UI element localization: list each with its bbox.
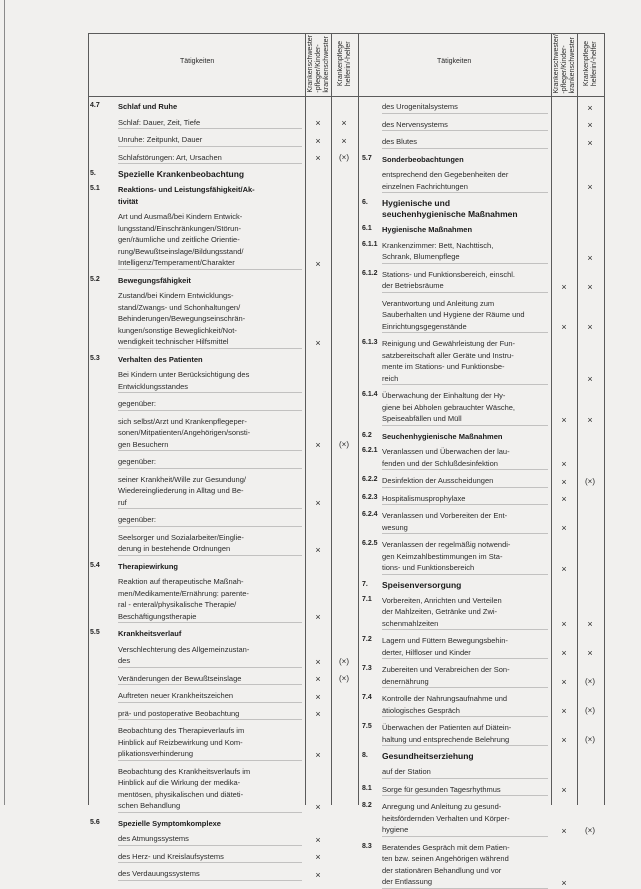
right-border xyxy=(604,33,605,805)
check-mark: × xyxy=(561,619,567,629)
page-left-edge xyxy=(4,0,5,805)
activity-text: Beobachtung des Therapieverlaufs im Hinblick auf Reizbewirkung und Kom- plikationsverhinderung xyxy=(118,726,245,758)
check-mark: × xyxy=(341,135,347,146)
section-heading: Seuchenhygienische Maßnahmen xyxy=(382,431,503,441)
check-mark: × xyxy=(561,322,567,332)
check-mark: × xyxy=(315,544,321,555)
activity-text: Verschlechterung des Allgemeinzustan- des xyxy=(118,644,250,665)
check-mark: × xyxy=(315,656,321,667)
section-number: 7.1 xyxy=(362,595,372,603)
check-mark: × xyxy=(587,182,593,192)
activity-text: Zubereiten und Verabreichen der Son- denernährung xyxy=(382,665,510,686)
row-underline xyxy=(118,622,302,623)
row-underline xyxy=(118,862,302,863)
section-heading: Hygienische und seuchenhygienische Maßnahmen xyxy=(382,198,518,219)
check-mark: × xyxy=(587,374,593,384)
check-mark: × xyxy=(561,494,567,504)
header-bottom-line xyxy=(88,96,605,97)
check-mark: × xyxy=(587,281,593,292)
activity-text: des Urogenitalsystems xyxy=(382,102,458,111)
row-underline xyxy=(382,130,548,131)
check-mark: × xyxy=(561,563,567,574)
activity-text: Überwachen der Patienten auf Diätein- haltung und entsprechende Belehrung xyxy=(382,723,512,744)
activity-text: gegenüber: xyxy=(118,515,156,524)
section-heading: Spezielle Krankenbeobachtung xyxy=(118,169,245,179)
check-mark: × xyxy=(315,709,321,719)
section-heading: Spezielle Symptomkomplexe xyxy=(118,818,221,828)
optional-mark: (×) xyxy=(339,440,349,449)
row-underline xyxy=(382,795,548,796)
check-mark: × xyxy=(561,825,567,836)
section-number: 6.1.3 xyxy=(362,339,378,346)
left-col1-border xyxy=(305,33,306,805)
optional-mark: (×) xyxy=(585,476,595,486)
row-underline xyxy=(382,629,548,630)
activity-text: Veränderungen der Bewußtseinslage xyxy=(118,673,242,683)
activity-text: Beobachtung des Krankheitsverlaufs im Hinblick auf die Wirkung der medika- mentösen, physikalischen und diäteti- schen Behandlung xyxy=(118,766,251,810)
activity-text: Bei Kindern unter Berücksichtigung des Entwicklungsstandes xyxy=(118,370,250,391)
activity-text: gegenüber: xyxy=(118,457,156,466)
activity-text: Stations- und Funktionsbereich, einschl. der Betriebsräume xyxy=(382,269,515,290)
row-underline xyxy=(382,384,548,385)
section-heading: Hygienische Maßnahmen xyxy=(382,225,473,234)
section-heading: Bewegungsfähigkeit xyxy=(118,275,191,285)
row-underline xyxy=(118,526,302,527)
section-number: 6.1.1 xyxy=(362,240,378,248)
activity-text: Reaktion auf therapeutische Maßnah- men/Medikamente/Ernährung: parente- ral - enteral/physikalische Therapie/ Beschäftigungstherapie xyxy=(118,577,249,621)
check-mark: × xyxy=(561,281,567,292)
check-mark: × xyxy=(561,677,567,687)
optional-mark: (×) xyxy=(339,674,349,683)
section-heading: Schlaf und Ruhe xyxy=(118,102,178,111)
activity-text: Veranlassen und Vorbereiten der Ent- wesung xyxy=(382,511,508,532)
section-heading: Krankheitsverlauf xyxy=(118,629,182,638)
row-underline xyxy=(382,836,548,837)
check-mark: × xyxy=(561,476,567,487)
row-underline xyxy=(382,745,548,746)
row-underline xyxy=(118,410,302,411)
row-underline xyxy=(382,658,548,659)
row-underline xyxy=(118,880,302,881)
check-mark: × xyxy=(561,706,567,716)
section-heading: Gesundheitserziehung xyxy=(382,751,474,761)
section-number: 5.5 xyxy=(90,629,100,636)
check-mark: × xyxy=(587,414,593,425)
activity-text: Lagern und Füttern Bewegungsbehin- derter, Hilfloser und Kinder xyxy=(382,636,508,657)
row-underline xyxy=(118,760,302,761)
row-underline xyxy=(382,148,548,149)
section-number: 6. xyxy=(362,199,368,206)
check-mark: × xyxy=(315,801,321,812)
activity-text: Unruhe: Zeitpunkt, Dauer xyxy=(118,135,203,144)
activity-text: auf der Station xyxy=(382,767,431,776)
right-col1-border xyxy=(551,33,552,805)
check-mark: × xyxy=(587,252,593,263)
row-underline xyxy=(118,348,302,349)
activity-text: Veranlassen und Überwachen der lau- fenden und der Schlußdesinfektion xyxy=(382,447,510,468)
activity-text: Art und Ausmaß/bei Kindern Entwick- lungsstand/Einschränkungen/Störun- gen/räumliche und zeitliche Orientie- rung/Bewußtseinslage/Bildungsstand/ Intelligenz/Temperament/Charakter xyxy=(118,212,244,267)
check-mark: × xyxy=(587,102,593,113)
section-heading: Sonderbeobachtungen xyxy=(382,154,464,164)
row-underline xyxy=(118,392,302,393)
activity-text: Veranlassen der regelmäßig notwendi- gen Keimzahlbestimmungen im Sta- tions- und Funktionsbereich xyxy=(382,540,511,572)
section-number: 6.2 xyxy=(362,431,372,439)
activity-text: Kontrolle der Nahrungsaufnahme und ätiologisches Gespräch xyxy=(382,694,508,715)
row-underline xyxy=(118,450,302,451)
right-col2-header: Krankenpflege helferin/-helfer xyxy=(583,41,598,87)
activity-text: des Blutes xyxy=(382,137,418,146)
activity-text: Schlaf: Dauer, Zeit, Tiefe xyxy=(118,117,201,127)
activity-text: Krankenzimmer: Bett, Nachttisch, Schrank, Blumenpflege xyxy=(382,240,494,261)
check-mark: × xyxy=(315,135,321,146)
section-number: 6.2.3 xyxy=(362,493,378,501)
check-mark: × xyxy=(587,648,593,658)
activity-text: Auftreten neuer Krankheitszeichen xyxy=(118,691,234,700)
section-number: 5.1 xyxy=(90,185,100,192)
check-mark: × xyxy=(587,322,593,332)
section-number: 5.2 xyxy=(90,275,100,283)
section-number: 8.2 xyxy=(362,802,372,809)
section-number: 7. xyxy=(362,580,368,588)
row-underline xyxy=(382,533,548,534)
activity-text: Vorbereiten, Anrichten und Verteilen der Mahlzeiten, Getränke und Zwi- schenmahlzeiten xyxy=(382,595,502,628)
check-mark: × xyxy=(315,153,321,163)
section-heading: Reaktions- und Leistungsfähigkeit/Ak- tivität xyxy=(118,185,255,206)
left-header-title: Tätigkeiten xyxy=(180,58,215,65)
section-number: 6.1 xyxy=(362,225,372,232)
check-mark: × xyxy=(315,337,321,348)
check-mark: × xyxy=(315,834,321,845)
optional-mark: (×) xyxy=(585,735,595,744)
row-underline xyxy=(118,702,302,703)
section-heading: Therapiewirkung xyxy=(118,561,179,571)
row-underline xyxy=(382,292,548,293)
right-col1-header: Krankenschwester/ -pfleger/Kinder- krankenschwester xyxy=(552,34,576,94)
left-col2-header: Krankenpflege helferin/-helfer xyxy=(337,41,352,87)
optional-mark: (×) xyxy=(585,706,595,715)
row-underline xyxy=(118,163,302,164)
activity-text: sich selbst/Arzt und Krankenpflegeper- sonen/Mitpatienten/Angehörigen/sonsti- gen Besuchern xyxy=(118,416,251,449)
left-border xyxy=(88,33,89,805)
check-mark: × xyxy=(315,612,321,622)
check-mark: × xyxy=(561,414,567,425)
section-number: 5.7 xyxy=(362,154,372,162)
activity-text: des Herz- und Kreislaufsystems xyxy=(118,851,224,861)
left-col1-header: Krankenschwester -pfleger/Kinder- krankenschwester xyxy=(306,35,330,93)
activity-text: Überwachung der Einhaltung der Hy- giene bei Abholen gebrauchter Wäsche, Speiseabfällen und Müll xyxy=(382,391,516,423)
section-number: 6.1.4 xyxy=(362,391,378,398)
right-col2-border xyxy=(577,33,578,805)
row-underline xyxy=(382,888,548,889)
section-number: 5.6 xyxy=(90,818,100,826)
section-number: 7.4 xyxy=(362,694,372,701)
section-number: 6.2.1 xyxy=(362,447,378,454)
section-number: 8.1 xyxy=(362,784,372,792)
row-underline xyxy=(382,778,548,779)
row-underline xyxy=(118,269,302,270)
check-mark: × xyxy=(561,459,567,469)
check-mark: × xyxy=(561,785,567,795)
check-mark: × xyxy=(315,674,321,684)
section-number: 7.3 xyxy=(362,665,372,672)
section-number: 6.2.5 xyxy=(362,540,378,547)
row-underline xyxy=(382,263,548,264)
check-mark: × xyxy=(315,440,321,450)
row-underline xyxy=(382,687,548,688)
check-mark: × xyxy=(561,648,567,658)
section-number: 7.5 xyxy=(362,723,372,730)
section-number: 5.4 xyxy=(90,561,100,569)
activity-text: seiner Krankheit/Wille zur Gesundung/ Wiedereingliederung in Alltag und Be- ruf xyxy=(118,474,246,507)
activity-text: des Verdauungssystems xyxy=(118,869,200,878)
row-underline xyxy=(118,667,302,668)
optional-mark: (×) xyxy=(339,656,349,666)
check-mark: × xyxy=(561,523,567,533)
row-underline xyxy=(382,332,548,333)
row-underline xyxy=(118,555,302,556)
section-heading: Speisenversorgung xyxy=(382,579,462,590)
activity-text: des Nervensystems xyxy=(382,119,448,129)
row-underline xyxy=(382,574,548,575)
middle-divider xyxy=(358,33,359,805)
row-underline xyxy=(382,425,548,426)
activity-text: Seelsorger und Sozialarbeiter/Einglie- derung in bestehende Ordnungen xyxy=(118,532,244,553)
row-underline xyxy=(382,192,548,193)
check-mark: × xyxy=(315,691,321,702)
activity-text: Hospitalismusprophylaxe xyxy=(382,493,466,503)
row-underline xyxy=(382,469,548,470)
row-underline xyxy=(118,146,302,147)
optional-mark: (×) xyxy=(339,153,349,162)
left-col2-border xyxy=(331,33,332,805)
check-mark: × xyxy=(315,258,321,269)
check-mark: × xyxy=(341,118,347,128)
activity-text: Desinfektion der Ausscheidungen xyxy=(382,476,494,485)
check-mark: × xyxy=(587,120,593,130)
activity-text: Verantwortung und Anleitung zum Sauberhalten und Hygiene der Räume und Einrichtungsgegenstände xyxy=(382,298,525,331)
right-header-title: Tätigkeiten xyxy=(437,58,472,65)
row-underline xyxy=(382,113,548,114)
section-number: 6.2.4 xyxy=(362,511,378,518)
section-heading: Verhalten des Patienten xyxy=(118,354,203,364)
section-number: 5. xyxy=(90,170,96,177)
section-number: 6.1.2 xyxy=(362,269,378,277)
activity-text: Reinigung und Gewährleistung der Fun- satzbereitschaft aller Geräte und Instru- mente im Stations- und Funktionsbe- reich xyxy=(382,339,515,383)
row-underline xyxy=(382,487,548,488)
check-mark: × xyxy=(587,137,593,148)
row-underline xyxy=(118,468,302,469)
check-mark: × xyxy=(315,749,321,760)
section-number: 5.3 xyxy=(90,354,100,362)
row-underline xyxy=(118,845,302,846)
optional-mark: (×) xyxy=(585,825,595,835)
check-mark: × xyxy=(561,877,567,888)
check-mark: × xyxy=(315,498,321,508)
activity-text: Zustand/bei Kindern Entwicklungs- stand/Zwangs- und Schonhaltungen/ Behinderungen/Bewegungseinschrän- kungen/sonstige Beweglichkeit/Not- wendigkeit technischer Hilfsmittel xyxy=(118,291,246,346)
check-mark: × xyxy=(315,869,321,880)
activity-text: des Atmungssystems xyxy=(118,834,189,843)
section-number: 4.7 xyxy=(90,102,100,109)
activity-text: entsprechend den Gegebenheiten der einzelnen Fachrichtungen xyxy=(382,170,509,191)
section-number: 6.2.2 xyxy=(362,476,378,483)
activity-text: Beratendes Gespräch mit dem Patien- ten bzw. seinen Angehörigen während der stationären Behandlung und vor der Entlassung xyxy=(382,842,510,886)
optional-mark: (×) xyxy=(585,677,595,686)
row-underline xyxy=(118,812,302,813)
row-underline xyxy=(118,508,302,509)
activity-text: Sorge für gesunden Tagesrhythmus xyxy=(382,784,501,794)
check-mark: × xyxy=(315,852,321,862)
check-mark: × xyxy=(561,735,567,745)
row-underline xyxy=(118,684,302,685)
check-mark: × xyxy=(315,118,321,128)
section-number: 7.2 xyxy=(362,636,372,643)
section-number: 8. xyxy=(362,752,368,759)
activity-text: Anregung und Anleitung zu gesund- heitsfördernden Verhalten und Körper- hygiene xyxy=(382,802,510,834)
row-underline xyxy=(382,716,548,717)
row-underline xyxy=(118,128,302,129)
activity-text: Schlafstörungen: Art, Ursachen xyxy=(118,152,222,162)
row-underline xyxy=(118,719,302,720)
section-number: 8.3 xyxy=(362,842,372,850)
activity-text: prä- und postoperative Beobachtung xyxy=(118,708,240,718)
check-mark: × xyxy=(587,619,593,629)
activity-text: gegenüber: xyxy=(118,399,156,408)
row-underline xyxy=(382,504,548,505)
